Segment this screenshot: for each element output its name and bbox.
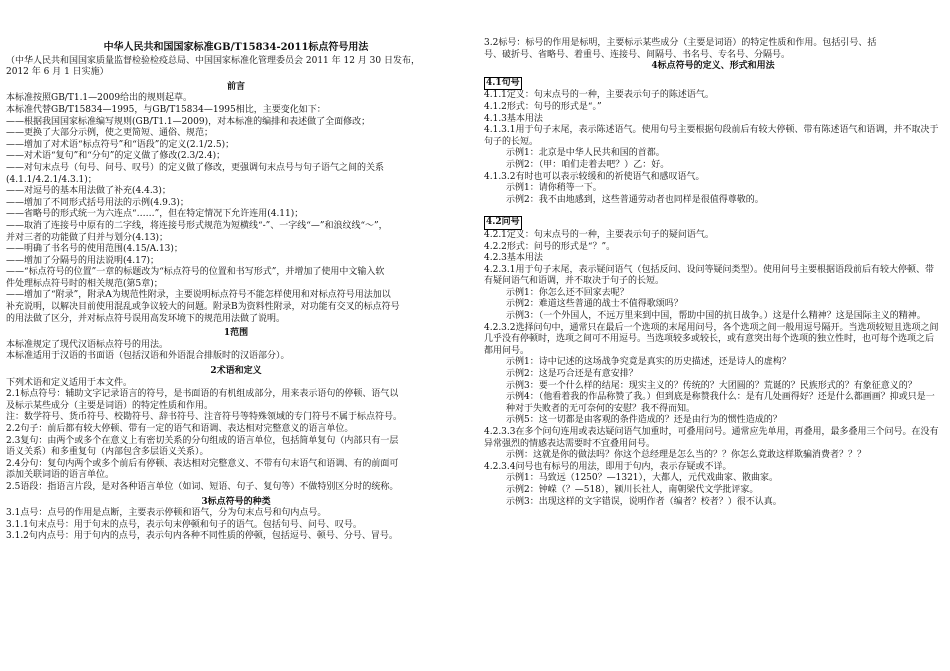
s42-paragraph: 4.2.3.1用于句子末尾，表示疑问语气（包括反问、设问等疑问类型）。使用问号主要根据语段前后有较大停顿、带有疑问语气和语调，并不取决于句子的长短。 (484, 264, 934, 287)
foreword-line: ——增加了不同形式括号用法的示例(4.9.3)； (6, 197, 189, 208)
terms-line: 注：数学符号、货币符号、校勘符号、辞书符号、注音符号等特殊领域的专门符号不属于标点符号。 (6, 412, 403, 423)
document-subtitle-date: 2012 年 6 月 1 日实施） (6, 67, 109, 78)
example: 示例2：我不由地感到，这些普通劳动者也同样是很值得尊敬的。 (506, 194, 764, 205)
intro-line: 3.2标号：标号的作用是标明，主要标示某些成分（主要是词语）的特定性质和作用。包括引号、括 (484, 38, 877, 48)
types-line: 3.1.1句末点号：用于句末的点号，表示句末停顿和句子的语气。包括句号、问号、叹号。 (6, 519, 362, 530)
s42-line: 4.2.2形式：问号的形式是“？”。 (484, 241, 616, 252)
terms-line: 2.1标点符号：辅助文字记录语言的符号，是书面语的有机组成部分，用来表示语句的停顿、语气以 (6, 389, 399, 400)
terms-line: 语义关系）和多重复句（内部包含多层语义关系）。 (6, 447, 209, 458)
section-4-2-heading: 4.2问号 (484, 216, 522, 230)
foreword-line: (4.1.1/4.2.1/4.3.1)； (6, 174, 97, 185)
terms-line: 及标示某些成分（主要是词语）的特定性质和作用。 (6, 400, 214, 411)
s41-paragraph: 4.1.3.1用于句子末尾，表示陈述语气。使用句号主要根据句段前后有较大停顿、带有陈述语气和语调，并不取决于句子的长短。 (484, 125, 939, 147)
example: 示例5：这一切都是由客观的条件造成的？还是由行为的惯性造成的？ (506, 415, 782, 426)
foreword-line: 本标准代替GB/T15834—1995，与GB/T15834—1995相比，主要变化如下： (6, 104, 326, 115)
terms-line: 2.4分句：复句内两个或多个前后有停顿、表达相对完整意义、不带有句末语气和语调、有的前面可 (6, 458, 399, 469)
foreword-line: ——对句末点号（句号、问号、叹号）的定义做了修改，更强调句末点号与句子语气之间的关系 (6, 162, 385, 173)
types-line: 3.1点号：点号的作用是点断，主要表示停顿和语气，分为句末点号和句内点号。 (6, 508, 327, 519)
foreword-line: ——对逗号的基本用法做了补充(4.4.3)； (6, 186, 171, 197)
document-subtitle: （中华人民共和国国家质量监督检验检疫总局、中国国家标准化管理委员会 2011 年 12 月 30 日发布， (6, 55, 420, 66)
types-heading: 3标点符号的种类 (201, 496, 271, 507)
example: 示例1：马致远（1250？—1321），大都人，元代戏曲家、散曲家。 (506, 473, 779, 484)
example: 示例2：钟嵘（？—518），颍川长社人，南朝梁代文学批评家。 (506, 484, 759, 495)
section4-heading: 4标点符号的定义、形式和用法 (651, 61, 775, 72)
foreword-line: ——“标点符号的位置”一章的标题改为“标点符号的位置和书写形式”，并增加了使用中文输入软 (6, 267, 385, 278)
s42-paragraph: 4.2.3.2选择问句中，通常只在最后一个选项的末尾用问号，各个选项之间一般用逗号隔开。当选项较短且选项之间几乎没有停顿时，选项之间可不用逗号。当选项较多或较长，或有意突出每个选项的独立性时，也可每个选项之后都用问号。 (484, 322, 939, 356)
example: 示例1：请你稍等一下。 (506, 183, 602, 194)
example: 示例1：北京是中华人民共和国的首都。 (506, 148, 665, 159)
example: 示例2：难道这些普通的战士不值得歌颂吗？ (506, 299, 683, 310)
foreword-line: ——增加了“附录”，附录A为规范性附录，主要说明标点符号不能怎样使用和对标点符号用法加以 (6, 290, 391, 301)
foreword-line: ——省略号的形式统一为六连点“……”，但在特定情况下允许连用(4.11)； (6, 209, 304, 220)
foreword-line: ——增加了对术语“标点符号”和“语段”的定义(2.1/2.5)； (6, 139, 235, 150)
foreword-line: 并对三者的功能做了归并与划分(4.13)； (6, 232, 169, 243)
foreword-line: 本标准按照GB/T1.1—2009给出的规则起草。 (6, 93, 193, 104)
s42-paragraph: 4.2.3.4问号也有标号的用法，即用于句内，表示存疑或不详。 (484, 461, 732, 472)
foreword-line: ——增加了分隔号的用法说明(4.17)； (6, 255, 160, 266)
foreword-line: 补充说明，以解决目前使用混乱或争议较大的问题。附录B为资料性附录，对功能有交叉的标点符号 (6, 302, 400, 313)
s42-line: 4.2.1定义：句末点号的一种，主要表示句子的疑问语气。 (484, 229, 714, 240)
terms-line: 2.3复句：由两个或多个在意义上有密切关系的分句组成的语言单位，包括简单复句（内部只有一层 (6, 435, 399, 446)
terms-line: 下列术语和定义适用于本文件。 (6, 377, 133, 388)
example: 示例4：（他看着我的作品称赞了我。）但到底是称赞我什么：是有几处画得好？还是什么都画画？抑或只是一种对于失败者的无可奈何的安慰？我不得而知。 (506, 392, 935, 414)
foreword-line: ——更换了大部分示例，使之更简短、通俗、规范； (6, 128, 214, 139)
example: 示例3：出现这样的文字错误，说明作者（编者？校者？）很不认真。 (506, 496, 782, 507)
s41-line: 4.1.1定义：句末点号的一种，主要表示句子的陈述语气。 (484, 90, 714, 101)
foreword-line: ——对术语“复句”和“分句”的定义做了修改(2.3/2.4)； (6, 151, 226, 162)
section-4-1-heading: 4.1句号 (484, 77, 522, 91)
terms-line: 2.2句子：前后都有较大停顿、带有一定的语气和语调、表达相对完整意义的语言单位。 (6, 424, 354, 434)
example: 示例2：（甲：咱们走着去吧？）乙：好。 (506, 159, 670, 170)
right-column (484, 38, 942, 508)
terms-heading: 2术语和定义 (210, 366, 262, 377)
example: 示例2：这是巧合还是有意安排？ (506, 369, 638, 380)
foreword-line: 件处理标点符号时的相关规范(第5章)； (6, 278, 163, 289)
example: 示例：这就是你的做法吗？你这个总经理是怎么当的？？你怎么竟敢这样欺骗消费者？？？ (506, 450, 867, 461)
types-line: 3.1.2句内点号：用于句内的点号，表示句内各种不同性质的停顿，包括逗号、顿号、分号、冒号。 (6, 531, 398, 542)
s42-line: 4.2.3基本用法 (484, 253, 543, 264)
example: 示例1：你怎么还不回家去呢？ (506, 287, 629, 298)
terms-line: 添加关联词语的语言单位。 (6, 470, 115, 481)
s41-line: 4.1.3基本用法 (484, 113, 543, 124)
intro-line: 号、破折号、省略号、着重号、连接号、间隔号、书名号、专名号、分隔号。 (484, 49, 791, 60)
example: 示例3：（一个外国人，不远万里来到中国，帮助中国的抗日战争。）这是什么精神？这是国际主义的精神。 (506, 311, 926, 322)
left-column (6, 0, 466, 543)
terms-line: 2.5语段：指语言片段，是对各种语言单位（如词、短语、句子、复句等）不做特别区分时的统称。 (6, 481, 399, 492)
foreword-line: ——取消了连接号中原有的二字线，将连接号形式规范为短横线“-”、一字线“—”和浪纹线“～”， (6, 220, 388, 231)
example: 示例1：诗中记述的这场战争究竟是真实的历史描述，还是诗人的虚构？ (506, 357, 791, 368)
scope-line: 本标准规定了现代汉语标点符号的用法。 (6, 339, 169, 350)
foreword-line: ——根据我国国家标准编写规则(GB/T1.1—2009)，对本标准的编排和表述做了全面修改； (6, 116, 371, 127)
foreword-line: 的用法做了区分，并对标点符号误用高发环境下的规范用法做了说明。 (6, 313, 286, 324)
document-title: 中华人民共和国国家标准GB/T15834-2011标点符号用法 (103, 42, 369, 53)
example: 示例3：要一个什么样的结尾：现实主义的？传统的？大团圆的？荒诞的？民族形式的？有象征意义的？ (506, 380, 917, 391)
s42-paragraph: 4.2.3.3在多个问句连用或表达疑问语气加重时，可叠用问号。通常应先单用，再叠用，最多叠用三个问号。在没有异常强烈的情感表达需要时不宜叠用问号。 (484, 427, 939, 449)
s41-line: 4.1.2形式：句号的形式是“。” (484, 101, 602, 112)
scope-line: 本标准适用于汉语的书面语（包括汉语和外语混合排版时的汉语部分）。 (6, 351, 290, 362)
foreword-line: ——明确了书名号的使用范围(4.15/A.13)； (6, 244, 183, 255)
foreword-heading: 前言 (226, 81, 245, 92)
scope-heading: 1范围 (223, 328, 249, 339)
s41-note: 4.1.3.2有时也可以表示较缓和的祈使语气和感叹语气。 (484, 171, 705, 182)
